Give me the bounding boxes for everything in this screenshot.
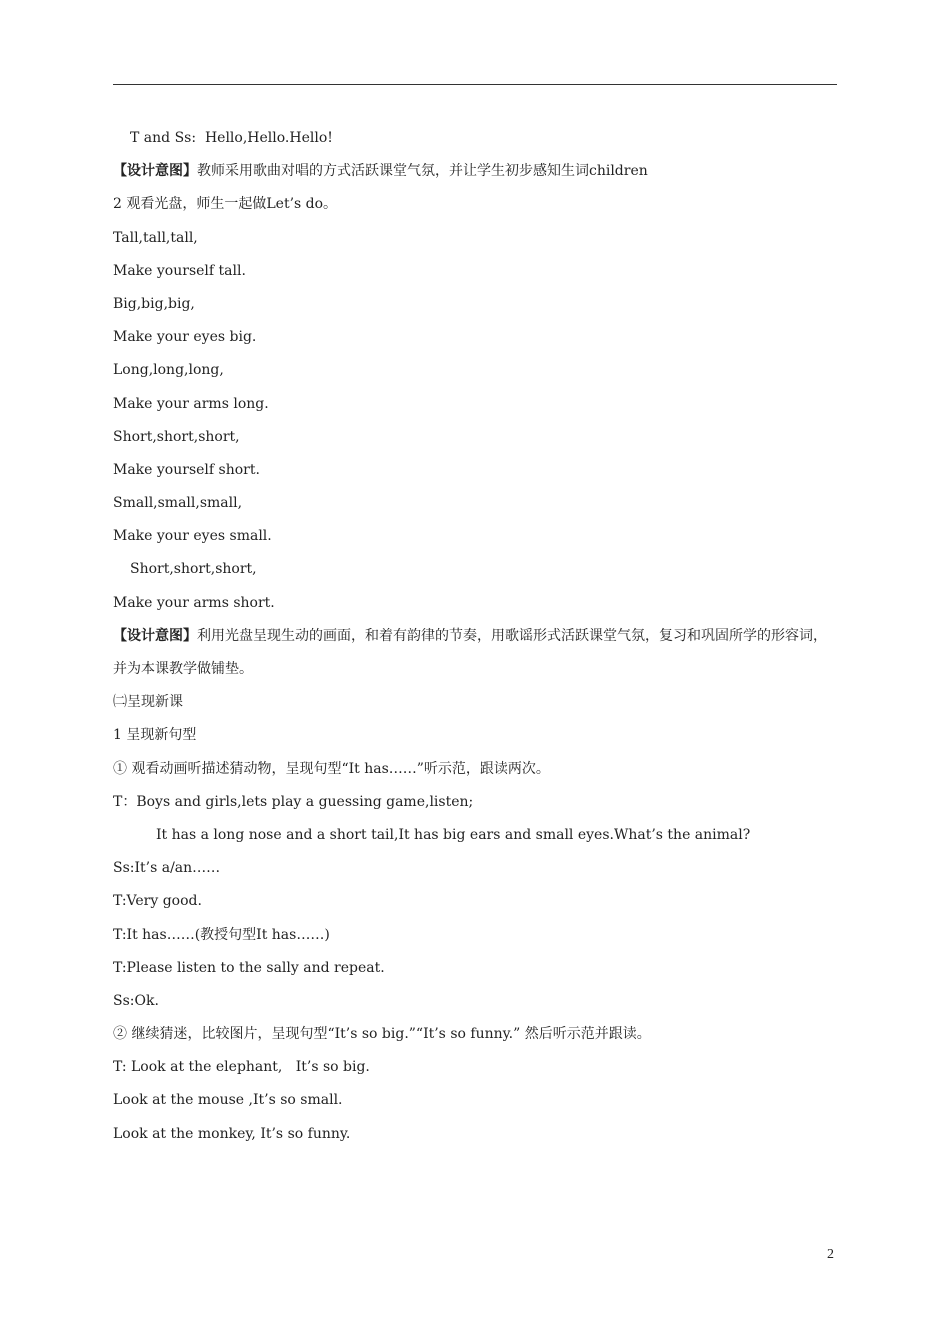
subsection-heading: 1 呈现新句型 — [113, 727, 197, 744]
text-line: Make your arms long. — [113, 395, 269, 412]
design-intent-paragraph — [113, 155, 837, 188]
text-line — [113, 819, 837, 852]
text-line: Long,long,long, — [113, 362, 224, 379]
design-intent-label: 【设计意图】 — [113, 627, 197, 644]
text-line: Make yourself tall. — [113, 262, 246, 279]
text-line: T and Ss: Hello,Hello.Hello! — [130, 130, 333, 146]
text-line: ② 继续猜迷，比较图片，呈现句型“It’s so big.”“It’s so funny.” 然后听示范并跟读。 — [113, 1026, 651, 1043]
text-line: Ss:Ok. — [113, 992, 159, 1009]
text-line: Short,short,short, — [130, 561, 257, 578]
text-line: 2 观看光盘，师生一起做Let’s do。 — [113, 196, 338, 213]
text-line: Make your eyes big. — [113, 329, 257, 346]
text-line: T:Very good. — [113, 893, 202, 910]
text-line: T：Boys and girls,lets play a guessing game,listen; — [113, 793, 474, 810]
text-line: Small,small,small, — [113, 495, 243, 512]
design-intent-paragraph — [113, 620, 837, 686]
text-line: T: Look at the elephant, It’s so big. — [113, 1059, 370, 1076]
document-body — [113, 122, 837, 1151]
text-line: Big,big,big, — [113, 295, 195, 312]
text-line: T:It has……(教授句型It has……) — [113, 926, 330, 943]
header-rule — [113, 84, 837, 85]
page-number: 2 — [827, 1247, 834, 1262]
text-line: Make yourself short. — [113, 461, 260, 478]
text-line: 利用光盘呈现生动的画面，和着有韵律的节奏，用歌谣形式活跃课堂气氛，复习和巩固所学的形容词，并为本课教学做铺垫。 — [113, 627, 827, 678]
text-line: Make your eyes small. — [113, 528, 272, 545]
text-line: 教师采用歌曲对唱的方式活跃课堂气氛，并让学生初步感知生词children — [197, 163, 648, 180]
section-heading: ㈡呈现新课 — [113, 694, 183, 711]
text-line-content: It has a long nose and a short tail,It has big ears and small eyes.What’s the animal? — [156, 826, 751, 843]
text-line: Look at the monkey, It’s so funny. — [113, 1125, 351, 1142]
text-line: Look at the mouse ,It’s so small. — [113, 1092, 343, 1109]
design-intent-label: 【设计意图】 — [113, 163, 197, 180]
text-line: Tall,tall,tall, — [113, 229, 198, 246]
text-line: Short,short,short, — [113, 428, 240, 445]
text-line: Ss:It’s a/an…… — [113, 860, 221, 877]
text-line: T:Please listen to the sally and repeat. — [113, 959, 385, 976]
text-line: Make your arms short. — [113, 594, 275, 611]
text-line: ① 观看动画听描述猜动物，呈现句型“It has……”听示范，跟读两次。 — [113, 760, 550, 777]
